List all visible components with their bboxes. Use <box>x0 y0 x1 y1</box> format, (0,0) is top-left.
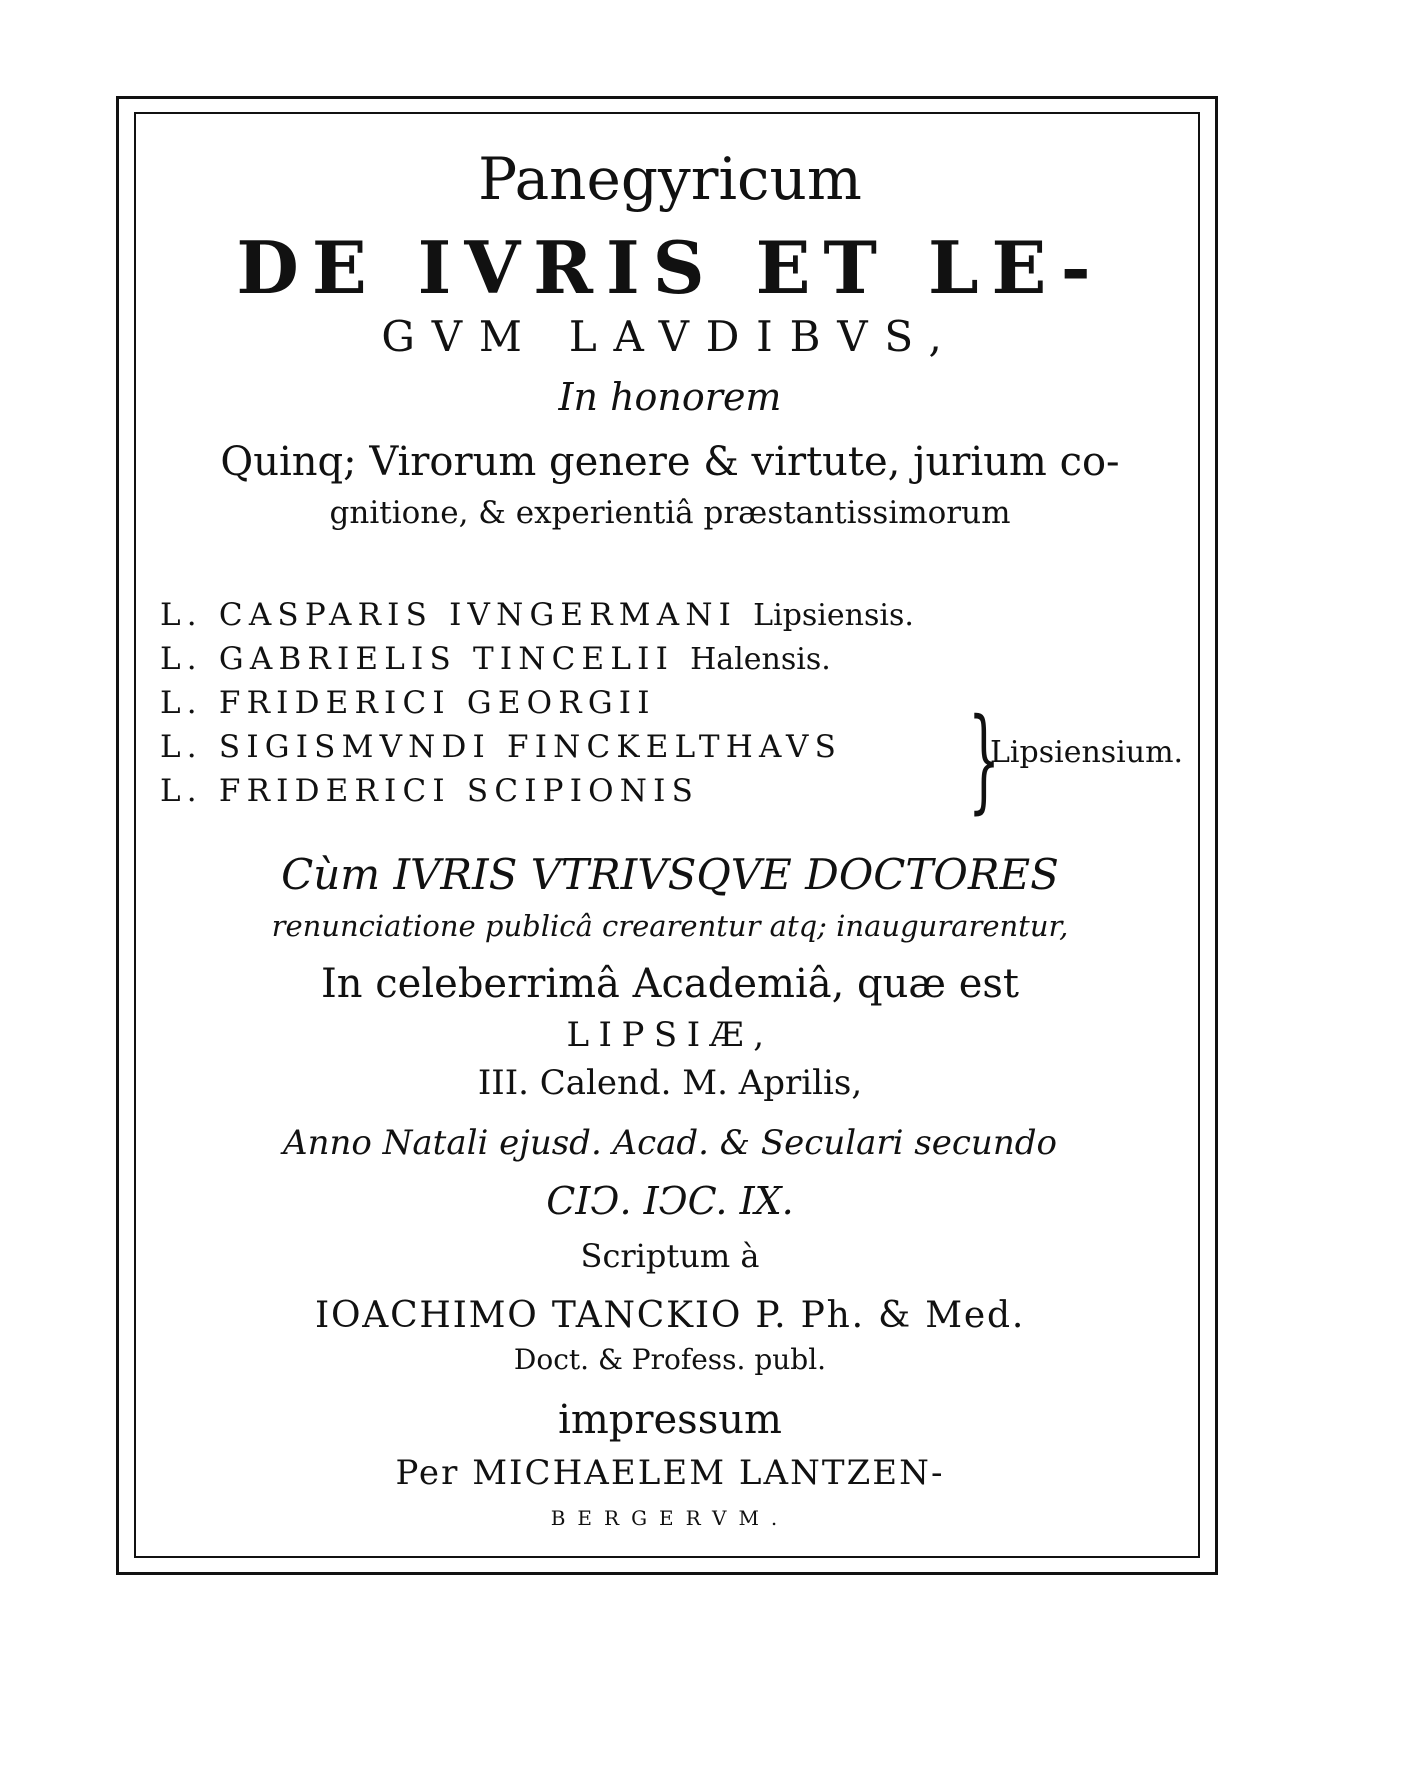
name-row <box>160 773 700 809</box>
name-row <box>160 729 843 765</box>
person-name: L. GABRIELIS TINCELII <box>160 641 675 677</box>
person-name: L. SIGISMVNDI FINCKELTHAVS <box>160 729 843 765</box>
curly-brace-icon: } <box>968 695 1001 825</box>
person-place: Lipsiensis. <box>753 598 914 633</box>
imprint-line-3: BERGERVM. <box>550 1506 790 1530</box>
dedication-line-1: Quinq; Virorum genere & virtute, jurium co- <box>220 439 1120 485</box>
name-row <box>160 641 831 677</box>
group-place: Lipsiensium. <box>990 735 1184 770</box>
name-row <box>160 685 656 721</box>
venue-city: LIPSIÆ, <box>566 1015 774 1055</box>
heading-line-1: DE IVRIS ET LE- <box>236 225 1104 310</box>
year-line: CIↃ. IↃC. IX. <box>546 1179 794 1223</box>
imprint-line-1: impressum <box>558 1397 782 1443</box>
person-name: L. FRIDERICI SCIPIONIS <box>160 773 700 809</box>
venue-line-1: In celeberrimâ Academiâ, quæ est <box>321 961 1019 1007</box>
occasion-line-1: Cùm IVRIS VTRIVSQVE DOCTORES <box>281 850 1059 899</box>
occasion-line-2: renunciatione publicâ crearentur atq; inaugurarentur, <box>271 909 1069 943</box>
imprint-line-2: Per MICHAELEM LANTZEN- <box>395 1453 945 1493</box>
author-name: IOACHIMO TANCKIO P. Ph. & Med. <box>314 1295 1026 1336</box>
date-line-1: III. Calend. M. Aprilis, <box>477 1063 863 1103</box>
name-row <box>160 597 914 633</box>
author-intro: Scriptum à <box>580 1237 760 1275</box>
date-line-2: Anno Natali ejusd. Acad. & Seculari secundo <box>283 1123 1057 1163</box>
author-title: Doct. & Profess. publ. <box>513 1343 827 1376</box>
person-place: Halensis. <box>690 642 831 677</box>
dedication-line-2: gnitione, & experientiâ præstantissimorum <box>329 495 1011 531</box>
person-name: L. FRIDERICI GEORGII <box>160 685 656 721</box>
title: Panegyricum <box>478 145 862 213</box>
in-honorem: In honorem <box>558 375 782 419</box>
title-page <box>150 145 1190 1540</box>
heading-line-2: GVM LAVDIBVS, <box>381 312 959 361</box>
person-name: L. CASPARIS IVNGERMANI <box>160 597 738 633</box>
